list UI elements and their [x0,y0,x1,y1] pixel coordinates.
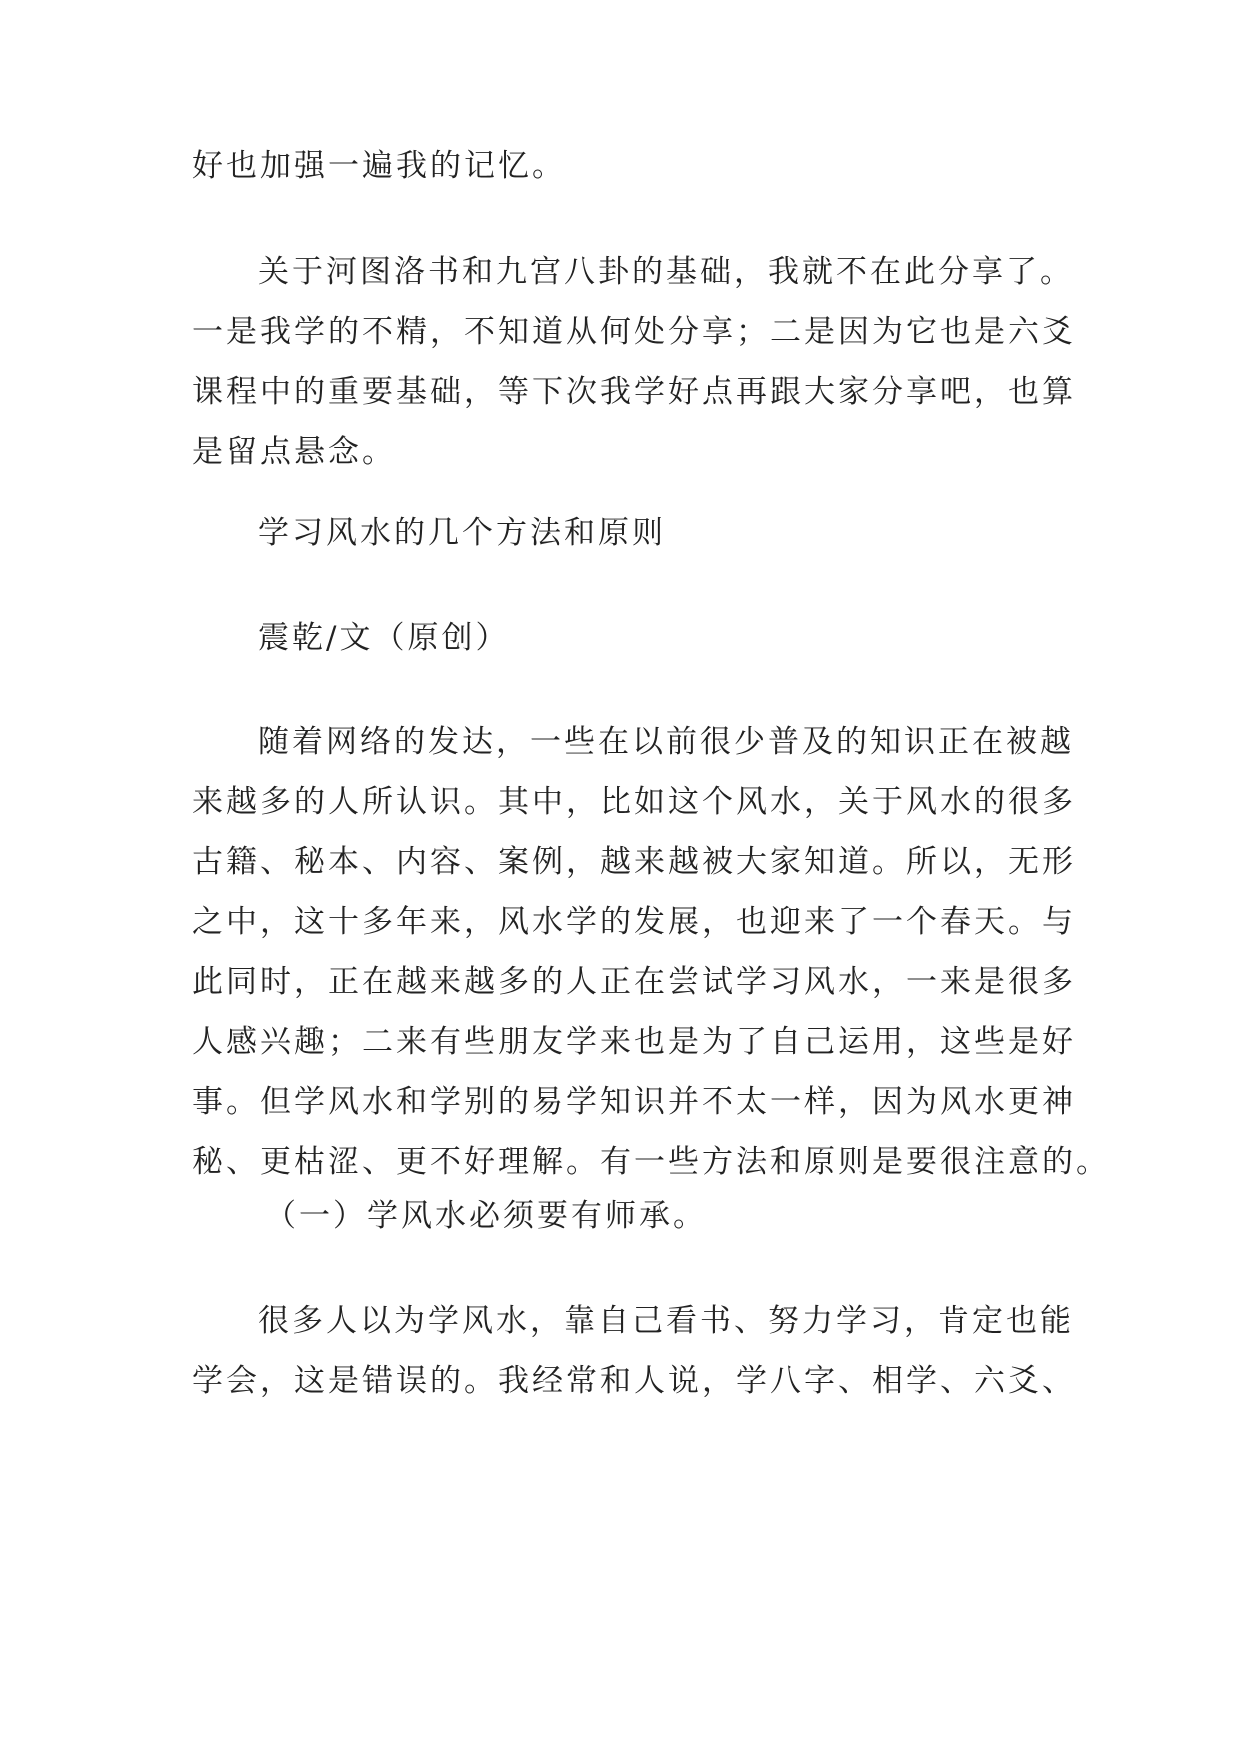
text-line: 古籍、秘本、内容、案例，越来越被大家知道。所以，无形 [192,844,1076,880]
text-line: 好也加强一遍我的记忆。 [192,148,566,184]
text-line: 随着网络的发达，一些在以前很少普及的知识正在被越 [258,724,1074,760]
section-heading-1 [192,1186,1072,1246]
text-line: 震乾/文（原创） [258,620,510,656]
text-line: （一）学风水必须要有师承。 [265,1198,707,1234]
text-line: 学习风水的几个方法和原则 [258,515,666,551]
paragraph-memory [192,136,1072,196]
paragraph-hetu-luoshu [192,242,1076,482]
article-title [192,503,1072,563]
article-author [192,608,1072,668]
text-line: 很多人以为学风水，靠自己看书、努力学习，肯定也能 [258,1303,1074,1339]
paragraph-intro [192,712,1110,1192]
text-line: 之中，这十多年来，风水学的发展，也迎来了一个春天。与 [192,904,1076,940]
text-line: 人感兴趣；二来有些朋友学来也是为了自己运用，这些是好 [192,1024,1076,1060]
text-line: 是留点悬念。 [192,434,396,470]
text-line: 课程中的重要基础，等下次我学好点再跟大家分享吧，也算 [192,374,1076,410]
paragraph-master [192,1291,1076,1411]
text-line: 关于河图洛书和九宫八卦的基础，我就不在此分享了。 [258,254,1074,290]
text-line: 事。但学风水和学别的易学知识并不太一样，因为风水更神 [192,1084,1076,1120]
text-line: 学会，这是错误的。我经常和人说，学八字、相学、六爻、 [192,1363,1076,1399]
text-line: 一是我学的不精，不知道从何处分享；二是因为它也是六爻 [192,314,1076,350]
text-line: 秘、更枯涩、更不好理解。有一些方法和原则是要很注意的。 [192,1144,1110,1180]
text-line: 来越多的人所认识。其中，比如这个风水，关于风水的很多 [192,784,1076,820]
text-line: 此同时，正在越来越多的人正在尝试学习风水，一来是很多 [192,964,1076,1000]
